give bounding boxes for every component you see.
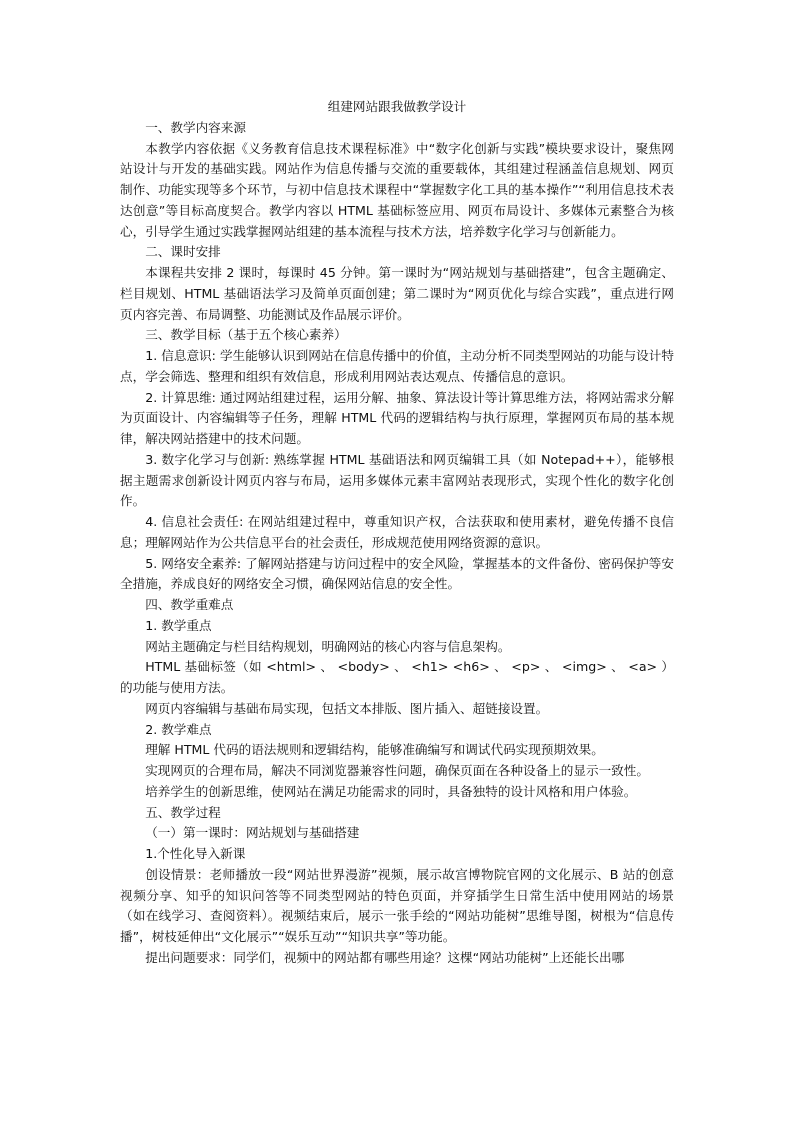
difficulty-1: 理解 HTML 代码的语法规则和逻辑结构，能够准确编写和调试代码实现预期效果。: [145, 742, 604, 758]
goal-item-5: 5. 网络安全素养: 了解网站搭建与访问过程中的安全风险，掌握基本的文件备份、密码保护等安全措施，养成良好的网络安全习惯，确保网站信息的安全性。: [120, 555, 674, 592]
section-heading-source: 一、教学内容来源: [145, 119, 246, 135]
step-heading-intro: 1.个性化导入新课: [145, 846, 246, 861]
key-point-1: 网站主题确定与栏目结构规划，明确网站的核心内容与信息架构。: [145, 638, 511, 654]
section-heading-goals: 三、教学目标（基于五个核心素养）: [145, 327, 347, 343]
paragraph-question: 提出问题要求：同学们，视频中的网站都有哪些用途？这棵“网站功能树”上还能长出哪: [145, 949, 625, 965]
key-point-2: HTML 基础标签（如 <html> 、 <body> 、 <h1> <h6> 、 <p> 、 <img> 、 <a> ）的功能与使用方法。: [120, 659, 674, 695]
difficulty-2: 实现网页的合理布局，解决不同浏览器兼容性问题，确保页面在各种设备上的显示一致性。: [145, 763, 649, 778]
goal-item-4: 4. 信息社会责任: 在网站组建过程中，尊重知识产权，合法获取和使用素材，避免传播不良信息；理解网站作为公共信息平台的社会责任，形成规范使用网络资源的意识。: [120, 514, 674, 550]
paragraph-source: 本教学内容依据《义务教育信息技术课程标准》中“数字化创新与实践”模块要求设计，聚焦网站设计与开发的基础实践。网站作为信息传播与交流的重要载体，其组建过程涵盖信息规划、网页制作、功能实现等多个环节，与初中信息技术课程中“掌握数字化工具的基本操作”“利用信息技术表达创意”等目标高度契合。教学内容以 HTML 基础标签应用、网页布局设计、多媒体元素整合为核心，引导学生通过实践掌握网站组建的基本流程与技术方法，培养数字化学习与创新能力。: [120, 140, 674, 239]
section-heading-key-points: 四、教学重难点: [145, 597, 234, 612]
subheading-difficulties: 2. 教学难点: [145, 721, 212, 737]
section-heading-process: 五、教学过程: [145, 804, 221, 820]
section-heading-schedule: 二、课时安排: [145, 244, 221, 260]
paragraph-schedule: 本课程共安排 2 课时，每课时 45 分钟。第一课时为“网站规划与基础搭建”，包含主题确定、栏目规划、HTML 基础语法学习及简单页面创建；第二课时为“网页优化与综合实践”，重点进行网页内容完善、布局调整、功能测试及作品展示评价。: [120, 265, 674, 322]
document-title: 组建网站跟我做教学设计: [327, 99, 467, 114]
goal-item-2: 2. 计算思维: 通过网站组建过程，运用分解、抽象、算法设计等计算思维方法，将网站需求分解为页面设计、内容编辑等子任务，理解 HTML 代码的逻辑结构与执行原理，掌握网页布局的基本规律，解决网站搭建中的技术问题。: [120, 389, 674, 446]
document-page: [120, 97, 674, 969]
goal-item-3: 3. 数字化学习与创新: 熟练掌握 HTML 基础语法和网页编辑工具（如 Notepad++），能够根据主题需求创新设计网页内容与布局，运用多媒体元素丰富网站表现形式，实现个性化的数字化创作。: [120, 451, 674, 509]
difficulty-3: 培养学生的创新思维，使网站在满足功能需求的同时，具备独特的设计风格和用户体验。: [145, 783, 637, 799]
key-point-3: 网页内容编辑与基础布局实现，包括文本排版、图片插入、超链接设置。: [145, 700, 549, 716]
subheading-lesson-1: （一）第一课时：网站规划与基础搭建: [145, 825, 360, 841]
goal-item-1: 1. 信息意识: 学生能够认识到网站在信息传播中的价值，主动分析不同类型网站的功能与设计特点，学会筛选、整理和组织有效信息，形成利用网站表达观点、传播信息的意识。: [120, 348, 674, 384]
paragraph-scenario: 创设情景：老师播放一段“网站世界漫游”视频，展示故宫博物院官网的文化展示、B 站的创意视频分享、知乎的知识问答等不同类型网站的特色页面，并穿插学生日常生活中使用网站的场景（如在线学习、查阅资料）。视频结束后，展示一张手绘的“网站功能树”思维导图，树根为“信息传播”，树枝延伸出“文化展示”“娱乐互动”“知识共享”等功能。: [120, 866, 674, 944]
subheading-key-points: 1. 教学重点: [145, 617, 212, 633]
